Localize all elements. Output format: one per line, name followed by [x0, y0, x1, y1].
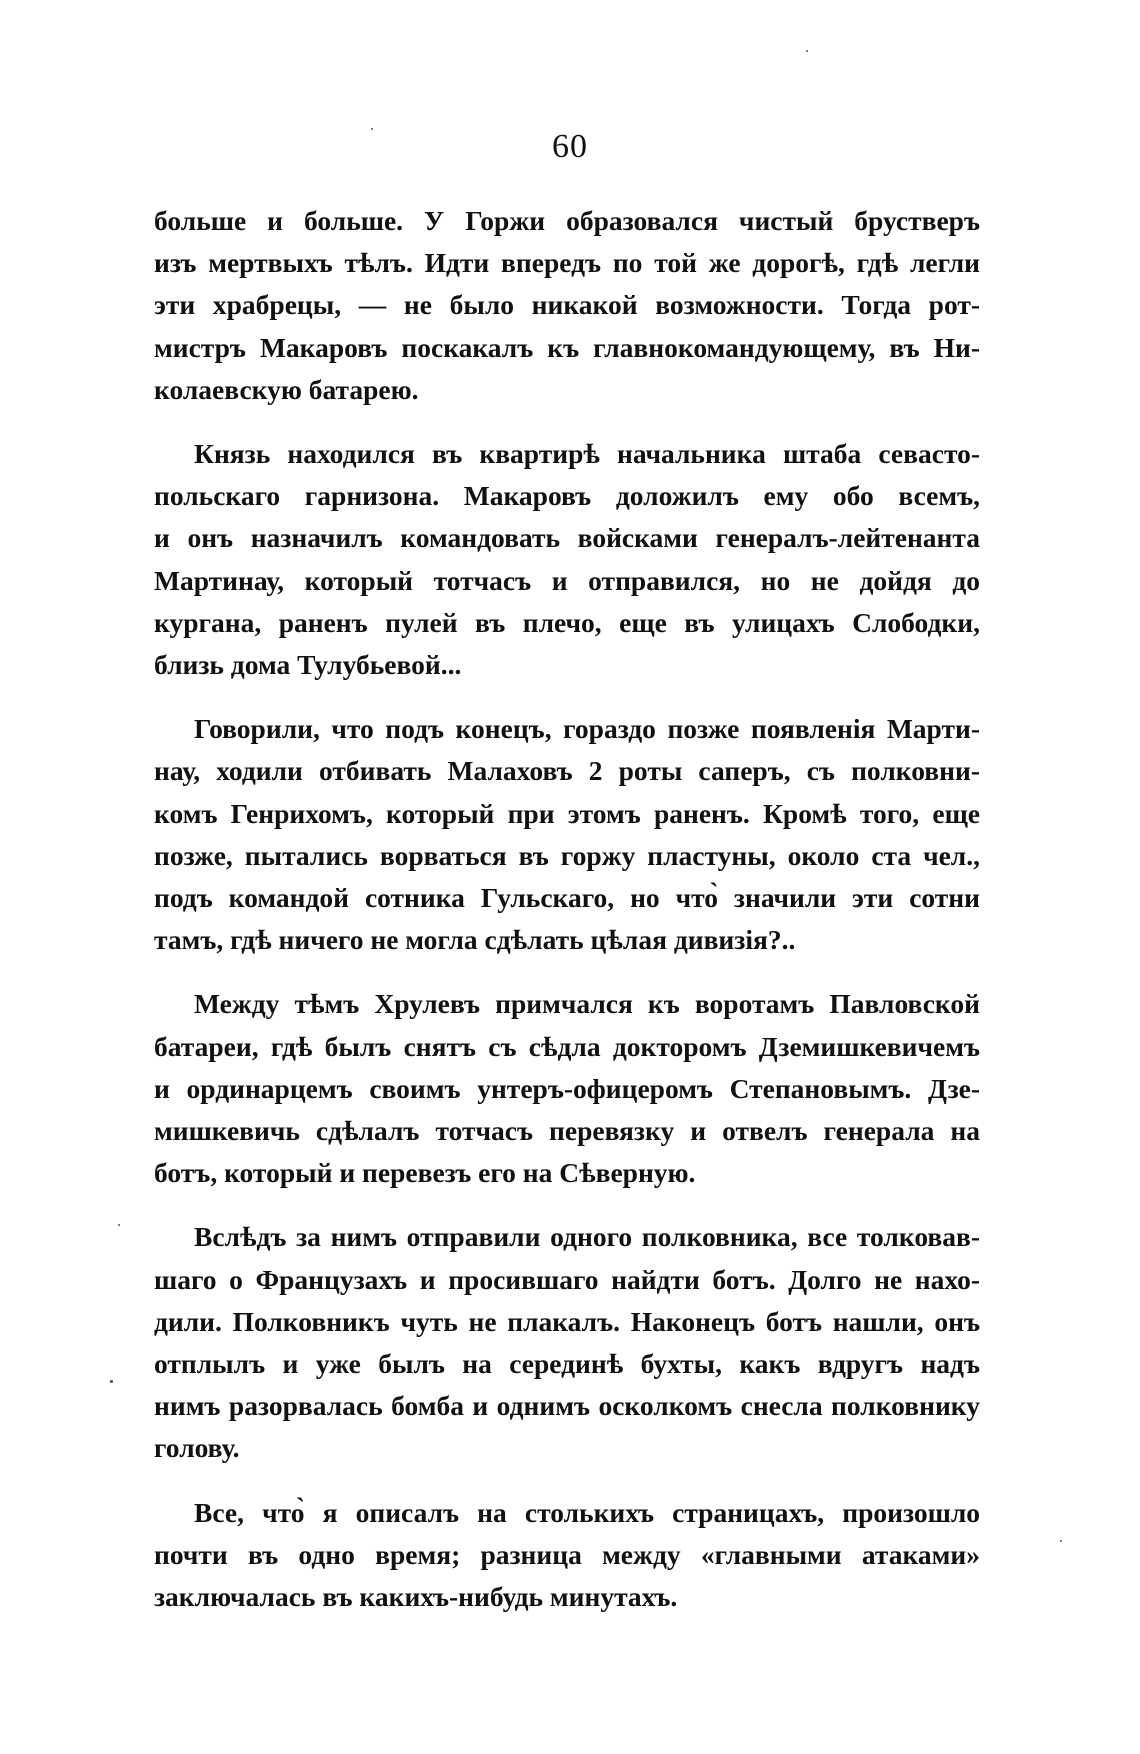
text-line: мишкевичь сдѣлалъ тотчасъ перевязку и отвелъ генерала на [154, 1115, 980, 1147]
paragraph-6 [154, 1492, 980, 1619]
text-line: дили. Полковникъ чуть не плакалъ. Наконецъ ботъ нашли, онъ [154, 1305, 980, 1337]
paragraph-2 [154, 433, 980, 686]
text-line: тамъ, гдѣ ничего не могла сдѣлать цѣлая дивизія?.. [154, 924, 796, 956]
text-line: близь дома Тулубьевой... [154, 649, 462, 681]
text-line: Между тѣмъ Хрулевъ примчался къ воротамъ Павловской [194, 988, 980, 1020]
text-line: голову. [154, 1432, 240, 1464]
text-line: Вслѣдъ за нимъ отправили одного полковника, все толковав- [194, 1221, 980, 1253]
text-line: польскаго гарнизона. Макаровъ доложилъ ему обо всемъ, [154, 480, 980, 512]
text-line: кургана, раненъ пулей въ плечо, еще въ улицахъ Слободки, [154, 606, 980, 638]
text-line: подъ командой сотника Гульскаго, но что̀ значили эти сотни [154, 882, 980, 914]
text-line: нимъ разорвалась бомба и однимъ осколкомъ снесла полковнику [154, 1390, 980, 1422]
paragraph-5 [154, 1216, 980, 1469]
text-line: позже, пытались ворваться въ горжу пластуны, около ста чел., [154, 839, 980, 871]
text-line: отплылъ и уже былъ на серединѣ бухты, какъ вдругъ надъ [154, 1348, 980, 1380]
text-line: заключалась въ какихъ-нибудь минутахъ. [154, 1581, 678, 1613]
text-line: больше и больше. У Горжи образовался чистый брустверъ [154, 205, 980, 236]
paragraph-4 [154, 983, 980, 1194]
paragraph-1 [154, 200, 980, 411]
scan-speck [371, 128, 373, 130]
text-line: Говорили, что подъ конецъ, гораздо позже появленія Марти- [194, 713, 980, 745]
text-line: Князь находился въ квартирѣ начальника штаба севасто- [194, 438, 980, 470]
text-line: Мартинау, который тотчасъ и отправился, но не дойдя до [154, 564, 980, 596]
text-line: батареи, гдѣ былъ снятъ съ сѣдла докторомъ Дземишкевичемъ [154, 1030, 980, 1062]
scan-speck [806, 50, 808, 52]
text-line: почти въ одно время; разница между «главными атаками» [154, 1538, 980, 1570]
text-line: шаго о Французахъ и просившаго найдти ботъ. Долго не нахо- [154, 1263, 980, 1295]
text-line: и онъ назначилъ командовать войсками генералъ-лейтенанта [154, 522, 980, 554]
text-line: нау, ходили отбивать Малаховъ 2 роты саперъ, съ полковни- [154, 755, 980, 787]
text-line: колаевскую батарею. [154, 373, 419, 405]
scan-speck [1060, 1540, 1062, 1542]
page-number: 60 [552, 128, 588, 165]
text-line: Все, что̀ я описалъ на столькихъ страницахъ, произошло [194, 1496, 980, 1528]
text-line: ботъ, который и перевезъ его на Сѣверную. [154, 1157, 696, 1189]
text-line: мистръ Макаровъ поскакалъ къ главнокомандующему, въ Ни- [154, 331, 980, 363]
body-text [154, 200, 980, 1640]
paragraph-3 [154, 708, 980, 961]
text-line: комъ Генрихомъ, который при этомъ раненъ. Кромѣ того, еще [154, 797, 980, 829]
text-line: изъ мертвыхъ тѣлъ. Идти впередъ по той же дорогѣ, гдѣ легли [154, 247, 980, 279]
scan-speck [110, 1380, 113, 1383]
text-line: и ординарцемъ своимъ унтеръ-офицеромъ Степановымъ. Дзе- [154, 1072, 980, 1104]
text-line: эти храбрецы, — не было никакой возможности. Тогда рот- [154, 289, 980, 321]
scan-speck [118, 1224, 120, 1226]
